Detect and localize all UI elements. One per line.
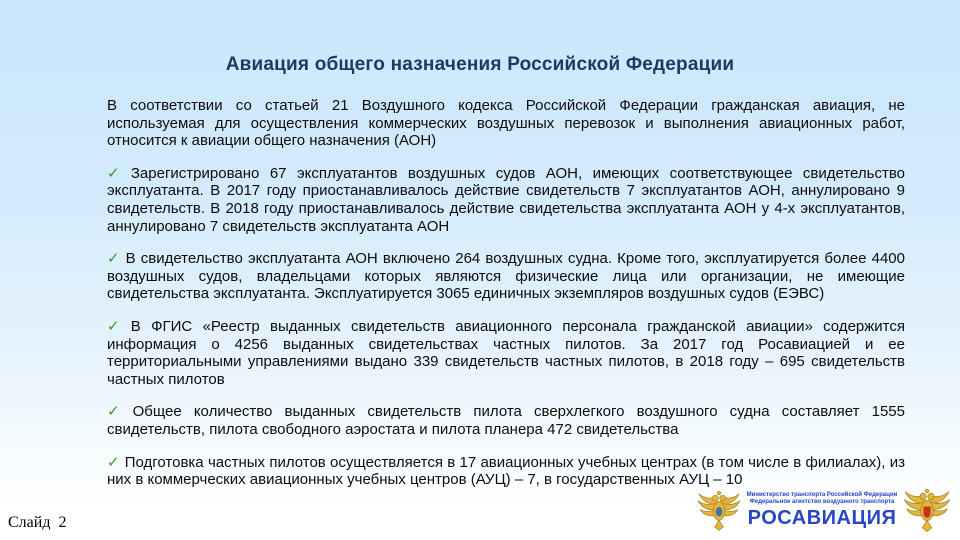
paragraph-operators (107, 165, 905, 235)
agency-wordmark (747, 492, 897, 530)
ministry-line-1: Министерство транспорта Российской Федерации (746, 491, 898, 498)
paragraph-text: В свидетельство эксплуатанта АОН включено 264 воздушных судна. Кроме того, эксплуатируется более 4400 воздушных судов, владельцами которых являются физические лица или организации, не имеющие свидетельства эксплуатанта. Эксплуатируется 3065 единичных экземпляров воздушных судов (ЕЭВС) (107, 250, 905, 303)
check-icon: ✓ (107, 317, 126, 335)
check-icon: ✓ (107, 250, 121, 268)
paragraph-text: Зарегистрировано 67 эксплуатантов воздушных судов АОН, имеющих соответствующее свидетельство эксплуатанта. В 2017 году приостанавливалось действие свидетельств 7 эксплуатантов АОН, аннулировано 9 свидетельств. В 2018 году приостанавливалось действие свидетельства эксплуатанта АОН у 4-х эксплуатантов, аннулировано 7 свидетельств эксплуатанта АОН (107, 164, 905, 235)
slide-title: Авиация общего назначения Российской Федерации (225, 54, 735, 75)
paragraph-licenses (107, 403, 905, 438)
paragraph-intro (107, 97, 905, 150)
paragraph-text: В ФГИС «Реестр выданных свидетельств авиационного персонала гражданской авиации» содержится информация о 4256 выданных свидетельствах частных пилотов. За 2017 год Росавиацией и ее территориальными управлениями выдано 339 свидетельств частных пилотов, в 2018 году – 695 свидетельств частных пилотов (107, 317, 905, 388)
ministry-line-2: Федеральное агентство воздушного транспорта (749, 498, 895, 505)
paragraph-training-centers (107, 454, 905, 489)
check-icon: ✓ (107, 403, 128, 421)
agency-name: РОСАВИАЦИЯ (747, 506, 897, 529)
paragraph-aircraft (107, 250, 905, 303)
slide-body (107, 97, 905, 489)
check-icon: ✓ (107, 164, 126, 182)
check-icon: ✓ (107, 453, 120, 471)
rosaviatsiya-logo (696, 487, 952, 534)
russia-coat-of-arms-icon (902, 487, 952, 534)
ministry-transport-eagle-icon (696, 489, 742, 533)
paragraph-text: Подготовка частных пилотов осуществляется в 17 авиационных учебных центрах (в том числе в филиалах), из них в коммерческих авиационных учебных центров (АУЦ) – 7, в государственных АУЦ – 10 (107, 453, 906, 489)
slide-number: Слайд 2 (8, 514, 67, 531)
paragraph-fgis-registry (107, 318, 905, 388)
paragraph-text: В соответствии со статьей 21 Воздушного кодекса Российской Федерации гражданская авиация, не используемая для осуществления коммерческих воздушных перевозок и выполнения авиационных работ, относится к авиации общего назначения (АОН) (107, 97, 905, 150)
paragraph-text: Общее количество выданных свидетельств пилота сверхлегкого воздушного судна составляет 1555 свидетельств, пилота свободного аэростата и пилота планера 472 свидетельства (107, 403, 905, 438)
